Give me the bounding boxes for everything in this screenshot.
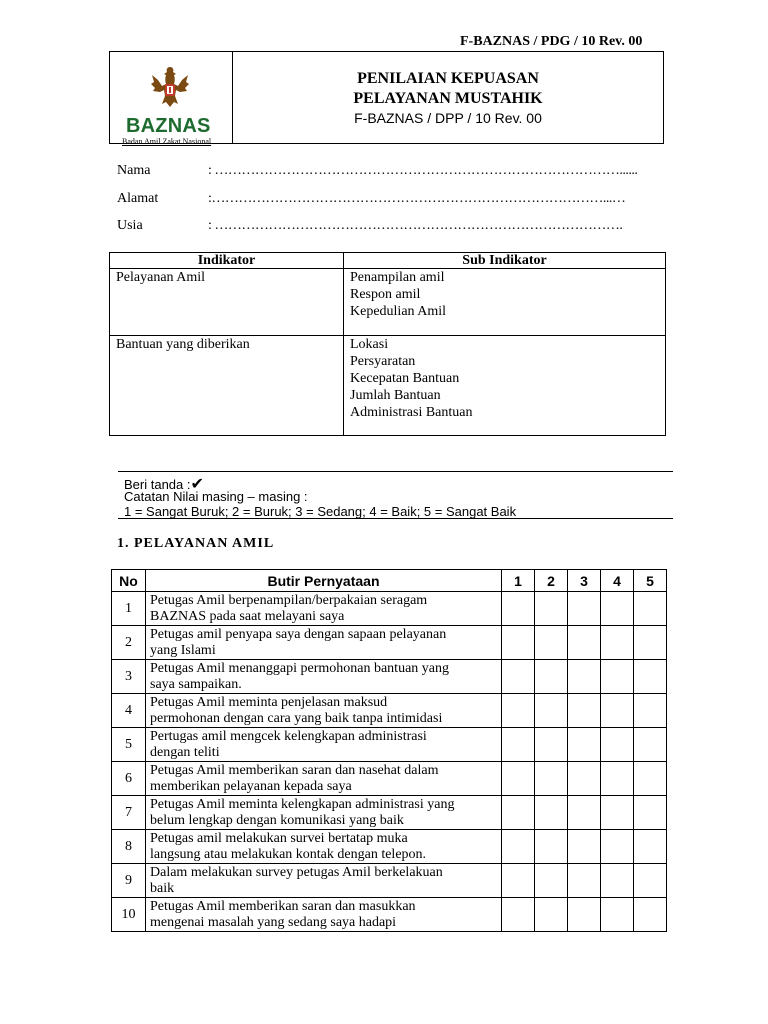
section-title: 1. PELAYANAN AMIL bbox=[117, 536, 275, 551]
rating-cell-4[interactable] bbox=[601, 898, 634, 932]
rating-cell-1[interactable] bbox=[502, 728, 535, 762]
rating-cell-1[interactable] bbox=[502, 796, 535, 830]
statement-cell bbox=[146, 728, 502, 762]
rating-cell-4[interactable] bbox=[601, 796, 634, 830]
rating-cell-4[interactable] bbox=[601, 694, 634, 728]
logo-cell bbox=[110, 52, 233, 146]
field-alamat-input[interactable]: :……………………………………………………………………………...… bbox=[208, 191, 626, 206]
rating-cell-5[interactable] bbox=[634, 728, 667, 762]
statement-text: Petugas Amil memberikan saran dan masukkan bbox=[150, 898, 416, 914]
sub-indicator-item: Jumlah Bantuan bbox=[350, 388, 441, 403]
brand-subtitle: Badan Amil Zakat Nasional bbox=[122, 137, 212, 146]
rating-cell-2[interactable] bbox=[535, 626, 568, 660]
statement-cell bbox=[146, 830, 502, 864]
form-title-code: F-BAZNAS / DPP / 10 Rev. 00 bbox=[354, 110, 542, 126]
rating-cell-5[interactable] bbox=[634, 592, 667, 626]
note-divider-top bbox=[118, 471, 673, 472]
row-number: 2 bbox=[112, 626, 146, 660]
rating-cell-4[interactable] bbox=[601, 626, 634, 660]
statement-text: langsung atau melakukan kontak dengan telepon. bbox=[150, 846, 427, 862]
statement-text: belum lengkap dengan komunikasi yang baik bbox=[150, 812, 404, 828]
sub-indicator-list bbox=[344, 336, 666, 436]
statement-cell bbox=[146, 626, 502, 660]
header-no: No bbox=[112, 570, 146, 592]
rating-cell-2[interactable] bbox=[535, 898, 568, 932]
row-number: 1 bbox=[112, 592, 146, 626]
row-number: 5 bbox=[112, 728, 146, 762]
sub-indicator-header: Sub Indikator bbox=[344, 253, 666, 269]
statement-text: Petugas amil melakukan survei bertatap muka bbox=[150, 830, 408, 846]
statement-text: Petugas Amil memberikan saran dan nasehat dalam bbox=[150, 762, 439, 778]
table-row bbox=[112, 864, 667, 898]
statement-cell bbox=[146, 694, 502, 728]
header-scale-3: 3 bbox=[568, 570, 601, 592]
field-label-usia: Usia bbox=[117, 218, 143, 233]
statement-cell bbox=[146, 592, 502, 626]
indicator-row bbox=[110, 269, 666, 336]
rating-cell-5[interactable] bbox=[634, 660, 667, 694]
table-row bbox=[112, 830, 667, 864]
rating-cell-5[interactable] bbox=[634, 762, 667, 796]
statement-cell bbox=[146, 898, 502, 932]
statement-text: baik bbox=[150, 880, 175, 896]
statement-cell bbox=[146, 864, 502, 898]
sub-indicator-item: Persyaratan bbox=[350, 354, 416, 369]
rating-cell-4[interactable] bbox=[601, 830, 634, 864]
header-statement: Butir Pernyataan bbox=[146, 570, 502, 592]
title-cell bbox=[233, 52, 663, 143]
statement-text: memberikan pelayanan kepada saya bbox=[150, 778, 352, 794]
rating-cell-3[interactable] bbox=[568, 762, 601, 796]
statement-text: Pertugas amil mengcek kelengkapan administrasi bbox=[150, 728, 427, 744]
rating-cell-5[interactable] bbox=[634, 626, 667, 660]
table-row bbox=[112, 626, 667, 660]
rating-cell-1[interactable] bbox=[502, 898, 535, 932]
rating-cell-3[interactable] bbox=[568, 592, 601, 626]
statement-text: Petugas Amil menanggapi permohonan bantuan yang bbox=[150, 660, 449, 676]
rating-cell-3[interactable] bbox=[568, 660, 601, 694]
indicator-header: Indikator bbox=[110, 253, 344, 269]
rating-cell-3[interactable] bbox=[568, 796, 601, 830]
brand-logo-text: BAZNAS bbox=[126, 115, 211, 137]
rating-cell-5[interactable] bbox=[634, 694, 667, 728]
rating-cell-2[interactable] bbox=[535, 660, 568, 694]
rating-cell-3[interactable] bbox=[568, 626, 601, 660]
statement-text: Dalam melakukan survey petugas Amil berkelakuan bbox=[150, 864, 443, 880]
rating-cell-1[interactable] bbox=[502, 864, 535, 898]
rating-cell-2[interactable] bbox=[535, 592, 568, 626]
indicator-name: Bantuan yang diberikan bbox=[110, 336, 344, 436]
sub-indicator-item: Kecepatan Bantuan bbox=[350, 371, 460, 386]
check-mark-icon: ✔ bbox=[190, 476, 204, 493]
row-number: 4 bbox=[112, 694, 146, 728]
garuda-emblem-icon bbox=[148, 64, 192, 110]
header-scale-5: 5 bbox=[634, 570, 667, 592]
header-scale-2: 2 bbox=[535, 570, 568, 592]
indicator-name: Pelayanan Amil bbox=[110, 269, 344, 336]
rating-table bbox=[111, 569, 667, 932]
field-label-nama: Nama bbox=[117, 163, 151, 178]
indicator-row bbox=[110, 336, 666, 436]
sub-indicator-item: Respon amil bbox=[350, 287, 421, 302]
row-number: 10 bbox=[112, 898, 146, 932]
rating-cell-2[interactable] bbox=[535, 796, 568, 830]
row-number: 9 bbox=[112, 864, 146, 898]
rating-cell-5[interactable] bbox=[634, 898, 667, 932]
statement-text: Petugas amil penyapa saya dengan sapaan pelayanan bbox=[150, 626, 447, 642]
rating-cell-1[interactable] bbox=[502, 830, 535, 864]
header-scale-4: 4 bbox=[601, 570, 634, 592]
statement-cell bbox=[146, 796, 502, 830]
rating-cell-4[interactable] bbox=[601, 592, 634, 626]
note-scale-legend: 1 = Sangat Buruk; 2 = Buruk; 3 = Sedang; 4 = Baik; 5 = Sangat Baik bbox=[124, 504, 517, 519]
rating-cell-2[interactable] bbox=[535, 830, 568, 864]
sub-indicator-item: Penampilan amil bbox=[350, 270, 445, 285]
statement-text: Petugas Amil meminta penjelasan maksud bbox=[150, 694, 388, 710]
note-line2: Catatan Nilai masing – masing : bbox=[124, 489, 308, 504]
table-row bbox=[112, 728, 667, 762]
rating-cell-3[interactable] bbox=[568, 898, 601, 932]
document-code: F-BAZNAS / PDG / 10 Rev. 00 bbox=[460, 34, 643, 49]
table-row bbox=[112, 660, 667, 694]
rating-cell-2[interactable] bbox=[535, 762, 568, 796]
rating-cell-3[interactable] bbox=[568, 830, 601, 864]
indicator-table bbox=[109, 252, 666, 436]
row-number: 6 bbox=[112, 762, 146, 796]
table-row bbox=[112, 762, 667, 796]
rating-cell-1[interactable] bbox=[502, 694, 535, 728]
row-number: 8 bbox=[112, 830, 146, 864]
rating-cell-3[interactable] bbox=[568, 728, 601, 762]
header-scale-1: 1 bbox=[502, 570, 535, 592]
statement-text: Petugas Amil berpenampilan/berpakaian seragam bbox=[150, 592, 428, 608]
table-row bbox=[112, 592, 667, 626]
rating-cell-4[interactable] bbox=[601, 762, 634, 796]
row-number: 7 bbox=[112, 796, 146, 830]
field-usia-input[interactable]: : ………………………………………………………………………………. bbox=[208, 218, 623, 233]
row-number: 3 bbox=[112, 660, 146, 694]
rating-cell-1[interactable] bbox=[502, 592, 535, 626]
table-row bbox=[112, 694, 667, 728]
rating-cell-4[interactable] bbox=[601, 728, 634, 762]
rating-cell-4[interactable] bbox=[601, 864, 634, 898]
table-row bbox=[112, 898, 667, 932]
rating-cell-3[interactable] bbox=[568, 864, 601, 898]
statement-cell bbox=[146, 660, 502, 694]
header-box bbox=[109, 51, 664, 144]
table-row bbox=[112, 796, 667, 830]
statement-text: mengenai masalah yang sedang saya hadapi bbox=[150, 914, 397, 930]
sub-indicator-item: Kepedulian Amil bbox=[350, 304, 447, 319]
statement-text: Petugas Amil meminta kelengkapan administrasi yang bbox=[150, 796, 455, 812]
rating-cell-3[interactable] bbox=[568, 694, 601, 728]
field-nama-input[interactable]: : ………………………………………………………………………………...... bbox=[208, 163, 638, 178]
rating-cell-1[interactable] bbox=[502, 762, 535, 796]
field-label-alamat: Alamat bbox=[117, 191, 159, 206]
rating-cell-4[interactable] bbox=[601, 660, 634, 694]
form-title-line2: PELAYANAN MUSTAHIK bbox=[353, 90, 543, 107]
statement-text: dengan teliti bbox=[150, 744, 220, 760]
rating-cell-2[interactable] bbox=[535, 694, 568, 728]
statement-text: yang Islami bbox=[150, 642, 216, 658]
note-divider-bottom bbox=[118, 518, 673, 519]
rating-cell-2[interactable] bbox=[535, 728, 568, 762]
rating-cell-1[interactable] bbox=[502, 660, 535, 694]
sub-indicator-item: Administrasi Bantuan bbox=[350, 405, 473, 420]
rating-cell-2[interactable] bbox=[535, 864, 568, 898]
statement-text: saya sampaikan. bbox=[150, 676, 242, 692]
rating-cell-5[interactable] bbox=[634, 796, 667, 830]
rating-cell-5[interactable] bbox=[634, 830, 667, 864]
rating-cell-1[interactable] bbox=[502, 626, 535, 660]
statement-text: permohonan dengan cara yang baik tanpa intimidasi bbox=[150, 710, 443, 726]
note-line1: Beri tanda : bbox=[124, 477, 191, 492]
rating-cell-5[interactable] bbox=[634, 864, 667, 898]
sub-indicator-item: Lokasi bbox=[350, 337, 389, 352]
form-title-line1: PENILAIAN KEPUASAN bbox=[357, 70, 539, 87]
statement-cell bbox=[146, 762, 502, 796]
statement-text: BAZNAS pada saat melayani saya bbox=[150, 608, 345, 624]
sub-indicator-list bbox=[344, 269, 666, 336]
